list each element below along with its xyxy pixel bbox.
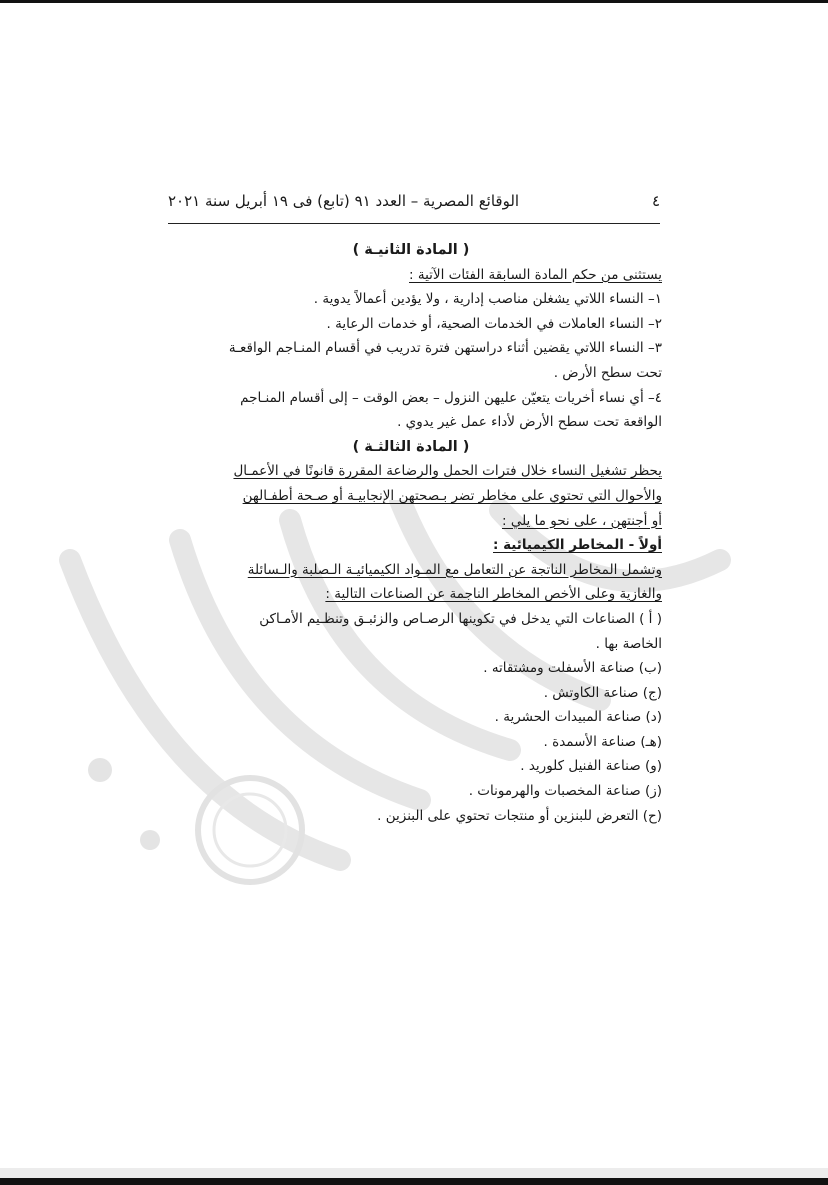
section-1-line-1: وتشمل المخاطر الناتجة عن التعامل مع المـواد الكيميائيـة الـصلبة والـسائلة: [247, 561, 662, 578]
section-1-item-b: (ب) صناعة الأسفلت ومشتقاته .: [483, 660, 662, 677]
page-header: [168, 186, 660, 216]
section-1-item-e: (هـ) صناعة الأسمدة .: [543, 733, 662, 750]
article-2-item-3-line-2: تحت سطح الأرض .: [553, 364, 662, 381]
top-edge-bar: [0, 0, 828, 3]
section-1-item-a-line-1: ( أ ) الصناعات التي يدخل في تكوينها الرصـاص والزئبـق وتنظـيم الأمـاكن: [259, 610, 662, 627]
section-1-line-2: والغازية وعلى الأخص المخاطر الناجمة عن الصناعات التالية :: [325, 586, 662, 603]
article-2-item-2: ٢– النساء العاملات في الخدمات الصحية، أو خدمات الرعاية .: [326, 315, 662, 332]
bottom-edge-bar: [0, 1178, 828, 1185]
article-3-line-2: والأحوال التي تحتوي على مخاطر تضر بـصحتهن الإنجابيـة أو صـحة أطفـالهن: [242, 487, 662, 504]
article-2-heading: ( المادة الثانيـة ): [352, 242, 470, 258]
article-2-intro: يستثنى من حكم المادة السابقة الفئات الآتية :: [409, 266, 662, 283]
page-number: ٤: [651, 192, 660, 210]
article-2-item-4-line-2: الواقعة تحت سطح الأرض لأداء عمل غير يدوي .: [397, 414, 662, 431]
section-1-item-c: (ج) صناعة الكاوتش .: [543, 684, 662, 701]
bottom-shade: [0, 1168, 828, 1178]
article-3-line-3: أو أجنتهن ، على نحو ما يلي :: [501, 512, 662, 529]
section-1-item-h: (ح) التعرض للبنزين أو منتجات تحتوي على البنزين .: [377, 807, 662, 824]
article-2-item-3-line-1: ٣– النساء اللاتي يقضين أثناء دراستهن فترة تدريب في أقسام المنـاجم الواقعـة: [228, 340, 662, 357]
section-1-heading: أولاً - المخاطر الكيميائية :: [493, 537, 662, 554]
header-divider: [168, 223, 660, 224]
document-body: [160, 238, 662, 828]
section-1-item-a-line-2: الخاصة بها .: [595, 635, 662, 652]
article-2-item-1: ١– النساء اللاتي يشغلن مناصب إدارية ، ولا يؤدين أعمالاً يدوية .: [313, 291, 662, 308]
article-3-line-1: يحظر تشغيل النساء خلال فترات الحمل والرضاعة المقررة قانونًا في الأعمـال: [233, 463, 662, 480]
section-1-item-f: (و) صناعة الفنيل كلوريد .: [520, 758, 662, 775]
section-1-item-g: (ز) صناعة المخصبات والهرمونات .: [468, 783, 662, 800]
gazette-title: الوقائع المصرية – العدد ٩١ (تابع) فى ١٩ أبريل سنة ٢٠٢١: [168, 192, 520, 210]
article-3-heading: ( المادة الثالثـة ): [352, 438, 470, 455]
section-1-item-d: (د) صناعة المبيدات الحشرية .: [494, 709, 662, 726]
article-2-item-4-line-1: ٤– أي نساء أخريات يتعيّن عليهن النزول – بعض الوقت – إلى أقسام المنـاجم: [240, 389, 662, 406]
